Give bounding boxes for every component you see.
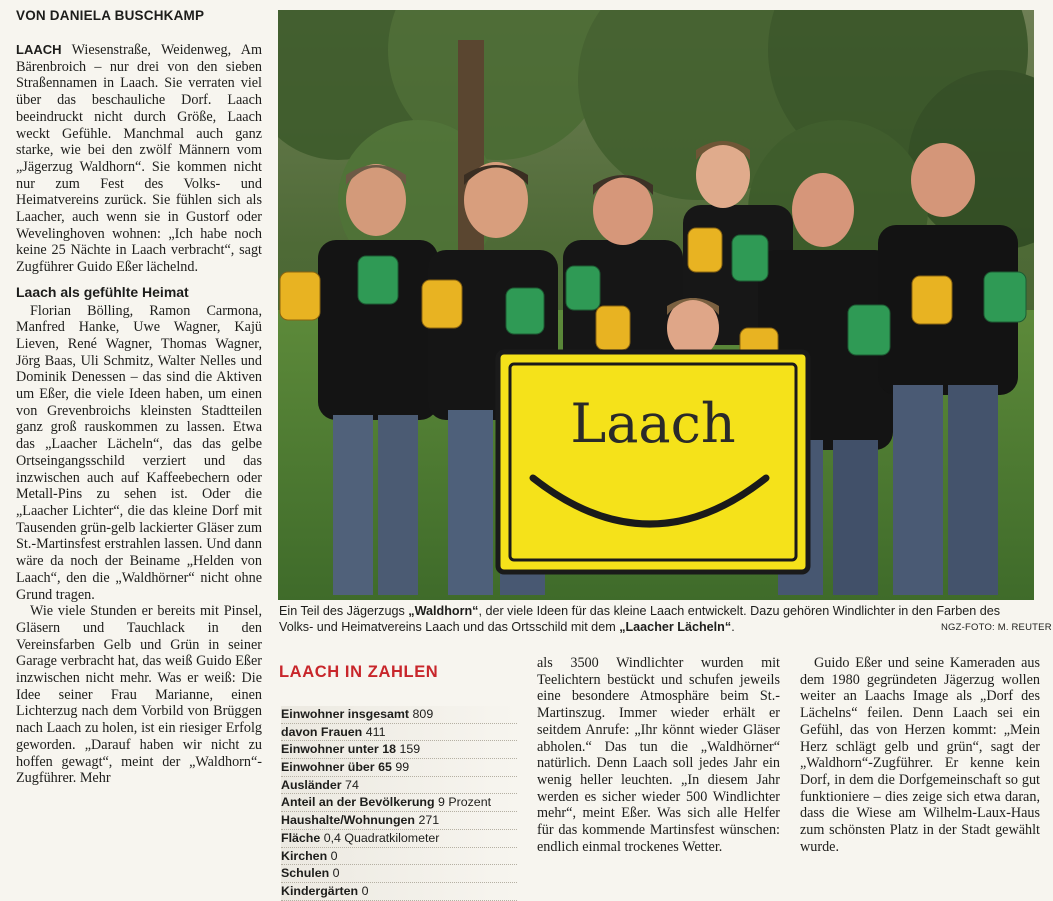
- stat-value: 809: [412, 707, 434, 721]
- stat-value: 271: [418, 813, 440, 828]
- stat-row: [281, 724, 517, 742]
- caption-emphasis: „Waldhorn“: [408, 604, 479, 618]
- photo-illustration: [278, 10, 1034, 600]
- stat-value: 411: [365, 724, 386, 739]
- article-column-3: [537, 655, 780, 855]
- caption-part: .: [731, 620, 735, 634]
- photo-caption: [279, 603, 1035, 635]
- stat-label: Ausländer: [281, 777, 342, 792]
- caption-part: , der viele Ideen für das kleine Laach entwickelt. Dazu gehören Windlichter in den Farben des Volks- und Heimatvereins Laach und das Ortsschild mit dem: [279, 604, 1001, 634]
- stat-row: [281, 812, 517, 830]
- stat-label: Kindergärten: [281, 883, 359, 898]
- stat-row: [281, 759, 517, 777]
- stat-value: 9 Prozent: [438, 795, 492, 810]
- stats-box: [281, 706, 517, 901]
- stat-value: 0: [330, 848, 338, 863]
- stat-value: 0: [332, 866, 340, 881]
- caption-part: Ein Teil des Jägerzugs: [279, 604, 409, 618]
- stat-label: Haushalte/Wohnungen: [281, 813, 416, 828]
- stat-row: [281, 706, 517, 724]
- article-paragraph-3: Wie viele Stunden er bereits mit Pinsel, Gläsern und Tauchlack in den Vereinsfarben Gelb und Grün in seiner Garage verbracht hat, das weiß Guido Eßer inzwischen nicht mehr. Was er weiß: Die Idee seiner Frau Marianne, einen Lichterzug nach dem Vorbild von Brüggen nach Laach zu holen, ist ein riesiger Erfolg geworden. „Darauf haben wir nicht zu hoffen gewagt“, meint der „Waldhorn“-Zugführer. Mehr: [16, 603, 262, 787]
- stat-value: 159: [399, 742, 421, 757]
- stat-label: Schulen: [281, 866, 330, 881]
- subheading: Laach als gefühlte Heimat: [16, 283, 189, 300]
- article-column-4: [800, 655, 1040, 855]
- stat-row: [281, 848, 517, 866]
- article-column-1: [16, 42, 262, 787]
- article-paragraph-4: als 3500 Windlichter wurden mit Teelichtern bestückt und schufen jeweils eine besondere Atmosphäre beim St.-Martinszug. Immer wieder erhält er seitdem Anrufe: „Ihr könnt wieder Gläser abholen.“ Das tun die „Waldhörner“ natürlich. Denn Laach soll jedes Jahr ein wenig heller leuchten. „In diesem Jahr werden es sicher wieder 500 Windlichter mehr“, meint Eßer. Was sich alle Helfer für das kommende Martinsfest wünschen: endlich einmal trockenes Wetter.: [537, 655, 780, 855]
- stat-label: davon Frauen: [281, 724, 363, 739]
- stat-value: 0: [361, 883, 369, 898]
- stat-label: Kirchen: [281, 848, 328, 863]
- stat-value: 74: [345, 777, 359, 792]
- stat-row: [281, 865, 517, 883]
- stat-value: 99: [395, 760, 410, 775]
- person: [667, 298, 719, 358]
- photo-credit: NGZ-FOTO: M. REUTER: [941, 622, 1052, 633]
- dateline: LAACH: [16, 42, 62, 57]
- article-paragraph-5: Guido Eßer und seine Kameraden aus dem 1980 gegründeten Jägerzug wollen weiter an Laachs Image als „Dorf des Lächelns“ feilen. Denn Laach sei ein Gefühl, das von Herzen kommt: „Mein Herz schlägt gelb und grün“, sagt der „Waldhorn“-Zugführer. Er kenne kein Dorf, in dem die Dorfgemeinschaft so gut funktioniere – dies zeige sich etwa daran, dass die Wiese am Wilhelm-Laux-Haus zum schönsten Platz in der Stadt gewählt wurde.: [800, 655, 1040, 855]
- article-paragraph-1: [16, 42, 262, 276]
- stat-label: Anteil an der Bevölkerung: [281, 795, 435, 810]
- stat-row: [281, 741, 517, 759]
- stat-label: Einwohner über 65: [281, 760, 392, 775]
- stat-label: Fläche: [281, 830, 321, 845]
- stat-label: Einwohner insgesamt: [281, 707, 410, 721]
- article-paragraph-2: Florian Bölling, Ramon Carmona, Manfred Hanke, Uwe Wagner, Kajü Lieven, René Wagner, Thomas Wagner, Jörg Baas, Uli Schmitz, Walter Nelles und Dominik Denessen – das sind die Aktiven um Eßer, die viele Ideen haben, um einen von Grevenbroichs kleinsten Stadtteilen ganz groß rauskommen zu lassen. Etwa das „Laacher Lächeln“, das das gelbe Ortseingangsschild verziert und das inzwischen auch auf Kaffeebechern oder Metall-Pins zu sehen ist. Oder die „Laacher Lichter“, die das kleine Dorf mit Tausenden grün-gelb lackierter Gläser zum St.-Martinsfest erstrahlen lassen. Und dann wäre da noch der Beiname „Helden von Laach“, den die „Waldhörner“ nicht ohne Grund tragen.: [16, 302, 262, 603]
- stats-title: LAACH IN ZAHLEN: [279, 663, 439, 681]
- stat-row: [281, 883, 517, 901]
- paragraph-text: Wiesenstraße, Weidenweg, Am Bärenbroich – nur drei von den sieben Straßennamen in Laach. Sie verraten viel über das beschauliche Dorf. Laach beeindruckt nicht durch Größe, Laach weckt Gefühle. Manchmal auch ganz starke, wie bei den zwölf Männern vom „Jägerzug Waldhorn“. Sie kommen nicht nur zum Fest des Volks- und Heimatvereins zurück. Sie fühlen sich als Laacher, auch wenn sie in Gustorf oder Wevelinghoven wohnen: „Ich habe noch keine 25 Nächte in Laach verbracht“, sagt Zugführer Guido Eßer lächelnd.: [16, 42, 262, 276]
- stat-value: 0,4 Quadratkilometer: [323, 830, 440, 845]
- stat-row: [281, 777, 517, 795]
- stat-label: Einwohner unter 18: [281, 742, 396, 757]
- byline: VON DANIELA BUSCHKAMP: [16, 8, 205, 23]
- stat-row: [281, 830, 517, 848]
- caption-emphasis: „Laacher Lächeln“: [619, 620, 732, 634]
- laach-sign: [498, 352, 808, 572]
- stat-row: [281, 794, 517, 812]
- sign-text: Laach: [570, 392, 736, 455]
- group-photo: [278, 10, 1034, 600]
